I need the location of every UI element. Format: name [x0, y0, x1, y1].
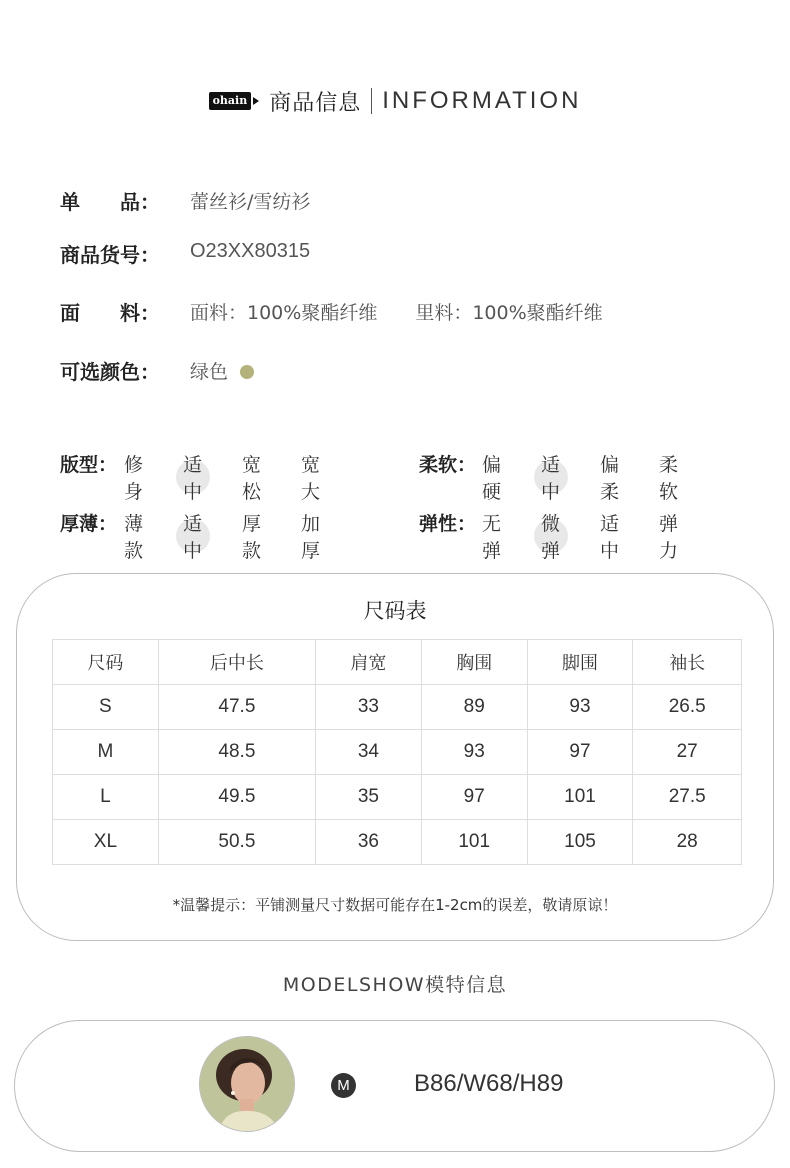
table-cell: M [53, 730, 159, 775]
sku-value: O23XX80315 [190, 240, 311, 262]
fit-option: 修身 [124, 454, 144, 503]
color-swatch [240, 365, 254, 379]
table-cell: 97 [527, 730, 633, 775]
table-cell: 27 [633, 730, 742, 775]
sku-label: 商品货号： [60, 243, 160, 267]
table-cell: 27.5 [633, 775, 742, 820]
color-label: 可选颜色： [60, 360, 160, 384]
elasticity-option: 无弹 [482, 513, 502, 562]
table-cell: 93 [421, 730, 527, 775]
softness-option-selected: 适中 [541, 450, 560, 504]
table-header-cell: 脚围 [527, 640, 633, 685]
table-cell: 26.5 [633, 685, 742, 730]
softness-option: 偏硬 [482, 454, 502, 503]
table-cell: S [53, 685, 159, 730]
table-header-cell: 尺码 [53, 640, 159, 685]
softness-option: 偏柔 [600, 454, 620, 503]
softness-label: 柔软： [419, 454, 477, 476]
table-cell: 48.5 [158, 730, 315, 775]
table-row [53, 775, 742, 820]
table-cell: 101 [527, 775, 633, 820]
table-row [53, 820, 742, 865]
table-cell: 50.5 [158, 820, 315, 865]
table-cell: 101 [421, 820, 527, 865]
thickness-option-selected: 适中 [183, 509, 202, 563]
table-cell: 89 [421, 685, 527, 730]
fit-option: 宽大 [301, 454, 321, 503]
brand-logo [209, 92, 260, 110]
thickness-option: 厚款 [242, 513, 262, 562]
elasticity-option-selected: 微弹 [541, 509, 560, 563]
section-header [0, 84, 790, 118]
table-row [53, 685, 742, 730]
model-info-card [14, 1020, 775, 1152]
thickness-option: 薄款 [124, 513, 144, 562]
size-chart-note: *温馨提示：平铺测量尺寸数据可能存在1-2cm的误差，敬请原谅！ [172, 896, 618, 914]
header-title-en: INFORMATION [382, 87, 582, 114]
table-cell: 33 [316, 685, 422, 730]
table-cell: 47.5 [158, 685, 315, 730]
model-measurements: B86/W68/H89 [414, 1070, 564, 1097]
fit-option-selected: 适中 [183, 450, 202, 504]
table-cell: 34 [316, 730, 422, 775]
elasticity-label: 弹性： [419, 513, 477, 535]
color-name: 绿色 [190, 361, 229, 383]
header-divider [371, 88, 372, 114]
size-table [52, 639, 742, 865]
fabric-label: 面 料： [60, 301, 160, 325]
model-portrait-icon [200, 1037, 295, 1132]
fit-option: 宽松 [242, 454, 262, 503]
table-cell: 93 [527, 685, 633, 730]
model-size-badge: M [331, 1073, 356, 1098]
elasticity-option: 适中 [600, 513, 620, 562]
table-cell: 28 [633, 820, 742, 865]
table-header-cell: 肩宽 [316, 640, 422, 685]
size-chart-title: 尺码表 [363, 599, 427, 623]
color-option [190, 357, 254, 384]
fabric-value: 面料：100%聚酯纤维 里料：100%聚酯纤维 [190, 302, 603, 324]
table-cell: 36 [316, 820, 422, 865]
table-header-cell: 后中长 [158, 640, 315, 685]
table-header-cell: 袖长 [633, 640, 742, 685]
elasticity-option: 弹力 [659, 513, 679, 562]
table-cell: XL [53, 820, 159, 865]
table-cell: L [53, 775, 159, 820]
softness-option: 柔软 [659, 454, 679, 503]
table-row [53, 730, 742, 775]
table-cell: 105 [527, 820, 633, 865]
header-title-cn: 商品信息 [269, 90, 362, 116]
thickness-label: 厚薄： [60, 513, 118, 535]
model-section-title: MODELSHOW模特信息 [282, 974, 508, 996]
table-cell: 35 [316, 775, 422, 820]
model-avatar [199, 1036, 295, 1132]
logo-arrow-icon [253, 97, 259, 105]
table-cell: 97 [421, 775, 527, 820]
table-header-row [53, 640, 742, 685]
thickness-option: 加厚 [301, 513, 321, 562]
table-header-cell: 胸围 [421, 640, 527, 685]
table-cell: 49.5 [158, 775, 315, 820]
brand-logo-text: ohain [209, 92, 252, 110]
fit-label: 版型： [60, 454, 118, 476]
item-value: 蕾丝衫/雪纺衫 [190, 191, 311, 213]
item-label: 单 品： [60, 190, 160, 214]
